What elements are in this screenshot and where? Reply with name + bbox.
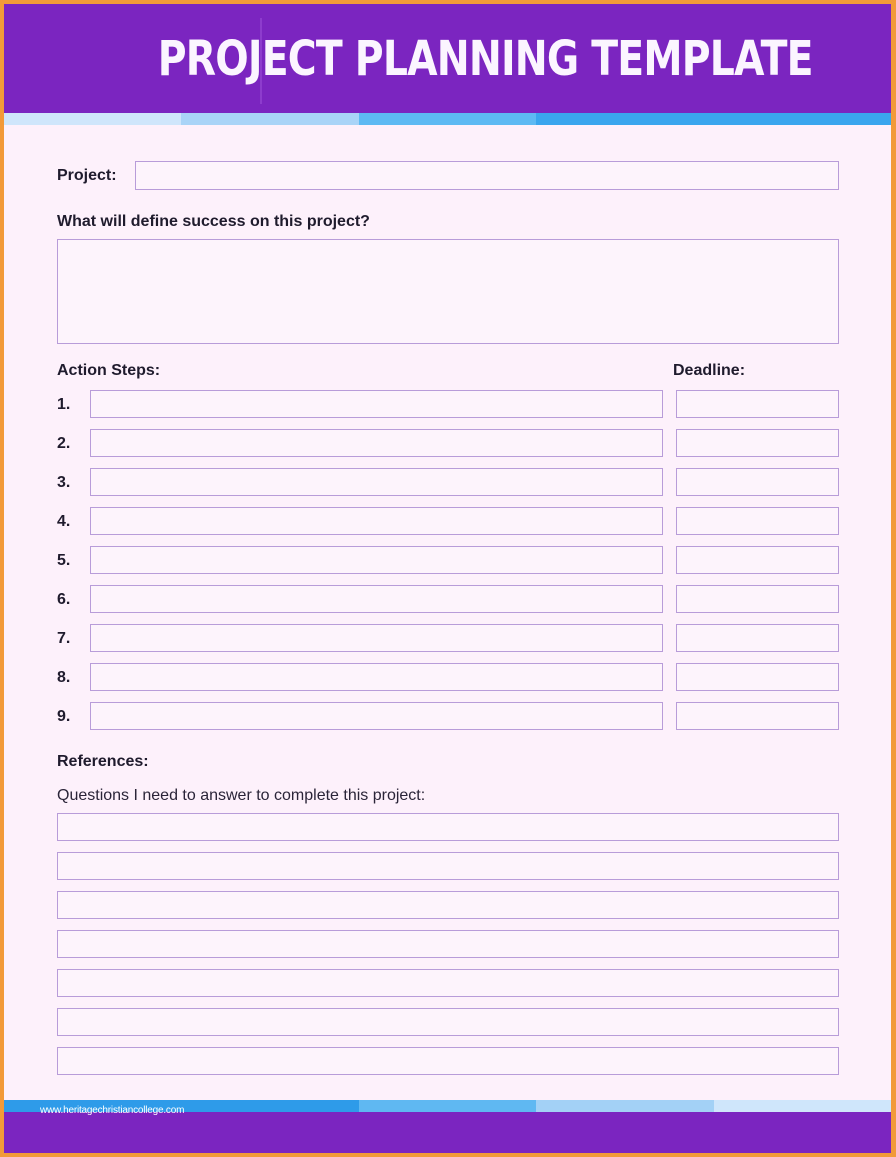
step-number: 8. [57, 669, 71, 686]
question-input[interactable] [57, 969, 839, 997]
step-deadline-input[interactable] [676, 663, 839, 691]
success-textarea[interactable] [57, 239, 839, 344]
question-input[interactable] [57, 1008, 839, 1036]
form-page [4, 4, 891, 1153]
project-input[interactable] [135, 161, 839, 190]
question-input[interactable] [57, 852, 839, 880]
question-input[interactable] [57, 930, 839, 958]
step-deadline-input[interactable] [676, 429, 839, 457]
step-number: 1. [57, 396, 71, 413]
question-input[interactable] [57, 891, 839, 919]
questions-label: Questions I need to answer to complete this project: [57, 787, 426, 804]
step-number: 9. [57, 708, 71, 725]
step-action-input[interactable] [90, 585, 663, 613]
action-steps-label: Action Steps: [57, 362, 161, 379]
header-banner [4, 4, 891, 113]
question-input[interactable] [57, 813, 839, 841]
deadline-label: Deadline: [673, 362, 746, 379]
step-number: 7. [57, 630, 71, 647]
step-action-input[interactable] [90, 624, 663, 652]
footer-url: www.heritagechristiancollege.com [40, 1105, 185, 1116]
step-action-input[interactable] [90, 429, 663, 457]
step-number: 6. [57, 591, 71, 608]
step-deadline-input[interactable] [676, 390, 839, 418]
step-action-input[interactable] [90, 507, 663, 535]
step-deadline-input[interactable] [676, 507, 839, 535]
success-question-label: What will define success on this project? [57, 213, 370, 230]
step-number: 4. [57, 513, 71, 530]
question-input[interactable] [57, 1047, 839, 1075]
footer-banner [4, 1112, 891, 1153]
step-deadline-input[interactable] [676, 468, 839, 496]
project-label: Project: [57, 167, 117, 184]
step-action-input[interactable] [90, 546, 663, 574]
step-number: 2. [57, 435, 71, 452]
step-deadline-input[interactable] [676, 546, 839, 574]
step-deadline-input[interactable] [676, 624, 839, 652]
step-number: 3. [57, 474, 71, 491]
header-color-stripe [4, 113, 891, 125]
step-action-input[interactable] [90, 468, 663, 496]
references-label: References: [57, 753, 149, 770]
page-title: PROJECT PLANNING TEMPLATE [158, 31, 813, 87]
step-deadline-input[interactable] [676, 585, 839, 613]
step-action-input[interactable] [90, 663, 663, 691]
step-number: 5. [57, 552, 71, 569]
step-action-input[interactable] [90, 702, 663, 730]
step-action-input[interactable] [90, 390, 663, 418]
step-deadline-input[interactable] [676, 702, 839, 730]
